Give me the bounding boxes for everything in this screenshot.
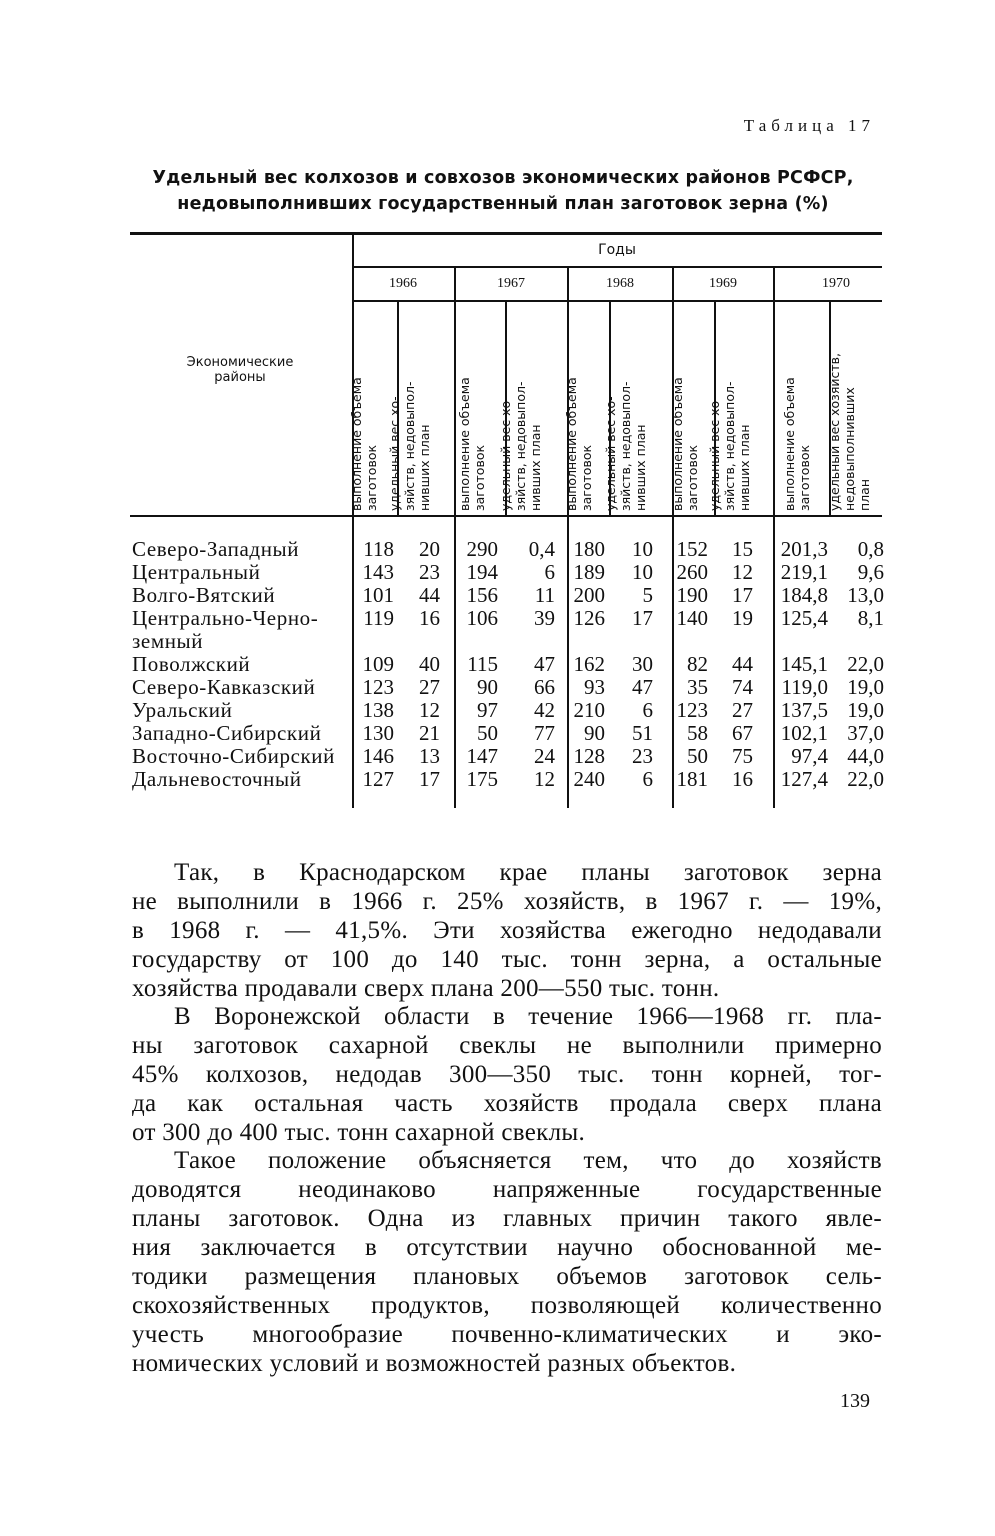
table-cell: 9,6 [857, 560, 884, 584]
table-cell: 44 [732, 652, 753, 676]
table-cell: 44,0 [847, 744, 884, 768]
table-row [128, 607, 888, 653]
table-cell: 50 [477, 721, 498, 745]
table-cell: 37,0 [847, 721, 884, 745]
text-line: ния заключается в отсутствии научно обоснованной ме- [132, 1234, 882, 1261]
table-cell: 194 [466, 560, 498, 584]
table-cell: 145,1 [780, 652, 828, 676]
table-cell: 146 [362, 744, 394, 768]
year-1966: 1966 [389, 276, 417, 291]
table-cell: 17 [419, 767, 440, 791]
table-row [128, 653, 888, 676]
col-share-1970: удельный вес хозяйств, недовыполнивших план [827, 353, 872, 511]
table-cell: 90 [477, 675, 498, 699]
text-line: учесть многообразие почвенно-климатических и эко- [132, 1321, 882, 1348]
table-cell: 51 [632, 721, 653, 745]
table-row [128, 699, 888, 722]
table-cell: 40 [419, 652, 440, 676]
table-cell: 115 [467, 652, 498, 676]
col-share-1969: удельный вес хо- зяйств, недовыпол- нивших план [707, 381, 752, 511]
table-row [128, 584, 888, 607]
table-cell: 106 [466, 606, 498, 630]
header-bottom-rule [130, 515, 882, 517]
table-cell: 126 [573, 606, 605, 630]
region-header [150, 355, 330, 385]
paragraph-2 [132, 1002, 882, 1147]
text-line: Такое положение объясняется тем, что до хозяйств [174, 1147, 882, 1174]
table-cell: 10 [632, 537, 653, 561]
table-cell: 130 [362, 721, 394, 745]
table-cell: 180 [573, 537, 605, 561]
col-volume-1968: выполнение объема заготовок [564, 377, 594, 511]
table-cell: 30 [632, 652, 653, 676]
table-cell: 19,0 [847, 675, 884, 699]
table-cell: 16 [732, 767, 753, 791]
text-line: скохозяйственных продуктов, позволяющей количественно [132, 1292, 882, 1319]
year-1967: 1967 [497, 276, 525, 291]
years-rule [352, 266, 882, 268]
table-cell: 35 [687, 675, 708, 699]
col-volume-1967: выполнение объема заготовок [457, 377, 487, 511]
region-name: Центрально-Черно- земный [132, 606, 319, 653]
table-row [128, 745, 888, 768]
table-cell: 162 [573, 652, 605, 676]
text-line: государству от 100 до 140 тыс. тонн зерна, а остальные [132, 946, 882, 973]
table-cell: 27 [732, 698, 753, 722]
table-cell: 74 [732, 675, 753, 699]
text-line: от 300 до 400 тыс. тонн сахарной свеклы. [132, 1119, 586, 1146]
region-name: Восточно-Сибирский [132, 744, 335, 768]
table-cell: 219,1 [780, 560, 828, 584]
table-cell: 47 [534, 652, 555, 676]
text-line: В Воронежской области в течение 1966—1968 гг. пла- [174, 1003, 882, 1030]
table-cell: 102,1 [780, 721, 828, 745]
text-line: да как остальная часть хозяйств продала сверх плана [132, 1090, 882, 1117]
paragraph-3 [132, 1146, 882, 1378]
table-cell: 240 [573, 767, 605, 791]
table-body [128, 538, 888, 791]
table-cell: 22,0 [847, 652, 884, 676]
table-number: Таблица 17 [743, 116, 875, 135]
text-line: хозяйства продавали сверх плана 200—550 тыс. тонн. [132, 975, 720, 1002]
table-row [128, 722, 888, 745]
table-title-line-1: Удельный вес колхозов и совхозов экономических районов РСФСР, [152, 168, 854, 188]
text-line: тодики размещения плановых объемов заготовок сель- [132, 1263, 882, 1290]
table-cell: 156 [466, 583, 498, 607]
table-cell: 97,4 [791, 744, 828, 768]
col-volume-1970: выполнение объема заготовок [782, 377, 812, 511]
table-cell: 19,0 [847, 698, 884, 722]
table-cell: 24 [534, 744, 555, 768]
table-cell: 152 [676, 537, 708, 561]
table-cell: 260 [676, 560, 708, 584]
table-cell: 6 [642, 698, 653, 722]
table-cell: 109 [362, 652, 394, 676]
table-cell: 44 [419, 583, 440, 607]
table-cell: 19 [732, 606, 753, 630]
text-line: ны заготовок сахарной свеклы не выполнили примерно [132, 1032, 882, 1059]
region-name: Западно-Сибирский [132, 721, 322, 745]
table-cell: 128 [573, 744, 605, 768]
table-cell: 189 [573, 560, 605, 584]
text-line: в 1968 г. — 41,5%. Эти хозяйства ежегодно недодавали [132, 917, 882, 944]
table-cell: 290 [466, 537, 498, 561]
table-top-rule [130, 232, 882, 235]
table-cell: 22,0 [847, 767, 884, 791]
table-cell: 0,8 [857, 537, 884, 561]
table-cell: 58 [687, 721, 708, 745]
table-cell: 23 [419, 560, 440, 584]
col-volume-1969: выполнение объема заготовок [670, 377, 700, 511]
table-cell: 66 [534, 675, 555, 699]
paragraph-1 [132, 858, 882, 1003]
page-number: 139 [840, 1390, 870, 1412]
table-cell: 147 [466, 744, 498, 768]
table-cell: 6 [642, 767, 653, 791]
region-header-line-2: районы [214, 370, 266, 385]
table-row [128, 768, 888, 791]
text-line: планы заготовок. Одна из главных причин такого явле- [132, 1205, 882, 1232]
table-title [128, 165, 878, 217]
table-cell: 6 [544, 560, 555, 584]
table-cell: 12 [419, 698, 440, 722]
text-line: 45% колхозов, недодав 300—350 тыс. тонн корней, тог- [132, 1061, 882, 1088]
table-cell: 123 [362, 675, 394, 699]
table-cell: 82 [687, 652, 708, 676]
col-share-1968: удельный вес хо- зяйств, недовыпол- нивших план [603, 381, 648, 511]
text-line: не выполнили в 1966 г. 25% хозяйств, в 1967 г. — 19%, [132, 888, 882, 915]
table-cell: 97 [477, 698, 498, 722]
table-cell: 47 [632, 675, 653, 699]
year-1969: 1969 [709, 276, 737, 291]
table-cell: 175 [466, 767, 498, 791]
table-cell: 90 [584, 721, 605, 745]
year-1970: 1970 [822, 276, 850, 291]
year-1968: 1968 [606, 276, 634, 291]
table-cell: 137,5 [780, 698, 828, 722]
year-sub-rule [352, 300, 882, 302]
table-row [128, 561, 888, 584]
table-cell: 21 [419, 721, 440, 745]
table-cell: 16 [419, 606, 440, 630]
table-cell: 17 [732, 583, 753, 607]
table-cell: 210 [573, 698, 605, 722]
col-share-1967: удельный вес хо- зяйств, недовыпол- нивших план [498, 381, 543, 511]
table-cell: 50 [687, 744, 708, 768]
table-cell: 127,4 [780, 767, 828, 791]
table-cell: 119 [363, 606, 394, 630]
table-cell: 123 [676, 698, 708, 722]
text-line: доводятся неодинаково напряженные государственные [132, 1176, 882, 1203]
table-cell: 190 [676, 583, 708, 607]
table-title-line-2: недовыполнивших государственный план заготовок зерна (%) [177, 194, 829, 214]
years-header: Годы [598, 242, 636, 258]
region-header-line-1: Экономические [186, 355, 294, 370]
text-line: Так, в Краснодарском крае планы заготовок зерна [174, 859, 882, 886]
table-cell: 5 [642, 583, 653, 607]
table-cell: 39 [534, 606, 555, 630]
table-row [128, 538, 888, 561]
table-cell: 15 [732, 537, 753, 561]
table-cell: 140 [676, 606, 708, 630]
table-cell: 23 [632, 744, 653, 768]
table-cell: 11 [534, 583, 555, 607]
region-name: Дальневосточный [132, 767, 302, 791]
table-cell: 13 [419, 744, 440, 768]
table-cell: 101 [362, 583, 394, 607]
region-name: Поволжский [132, 652, 251, 676]
region-name: Центральный [132, 560, 261, 584]
region-name: Северо-Западный [132, 537, 300, 561]
region-name: Северо-Кавказский [132, 675, 316, 699]
table-cell: 138 [362, 698, 394, 722]
region-name: Волго-Вятский [132, 583, 276, 607]
table-cell: 77 [534, 721, 555, 745]
table-cell: 118 [363, 537, 394, 561]
table-cell: 75 [732, 744, 753, 768]
table-cell: 10 [632, 560, 653, 584]
table-cell: 127 [362, 767, 394, 791]
table-cell: 125,4 [780, 606, 828, 630]
table-cell: 12 [732, 560, 753, 584]
table-row [128, 676, 888, 699]
table-cell: 184,8 [780, 583, 828, 607]
col-volume-1966: выполнение объема заготовок [349, 377, 379, 511]
table-cell: 181 [676, 767, 708, 791]
table-cell: 67 [732, 721, 753, 745]
table-cell: 201,3 [780, 537, 828, 561]
table-cell: 12 [534, 767, 555, 791]
region-name: Уральский [132, 698, 233, 722]
table-cell: 143 [362, 560, 394, 584]
text-line: номических условий и возможностей разных объектов. [132, 1350, 737, 1377]
table-cell: 27 [419, 675, 440, 699]
table-cell: 119,0 [781, 675, 828, 699]
table-cell: 93 [584, 675, 605, 699]
table-cell: 20 [419, 537, 440, 561]
table-cell: 0,4 [528, 537, 555, 561]
table-cell: 42 [534, 698, 555, 722]
table-cell: 8,1 [857, 606, 884, 630]
col-share-1966: удельный вес хо- зяйств, недовыпол- нивших план [387, 381, 432, 511]
table-cell: 17 [632, 606, 653, 630]
table-cell: 200 [573, 583, 605, 607]
table-cell: 13,0 [847, 583, 884, 607]
